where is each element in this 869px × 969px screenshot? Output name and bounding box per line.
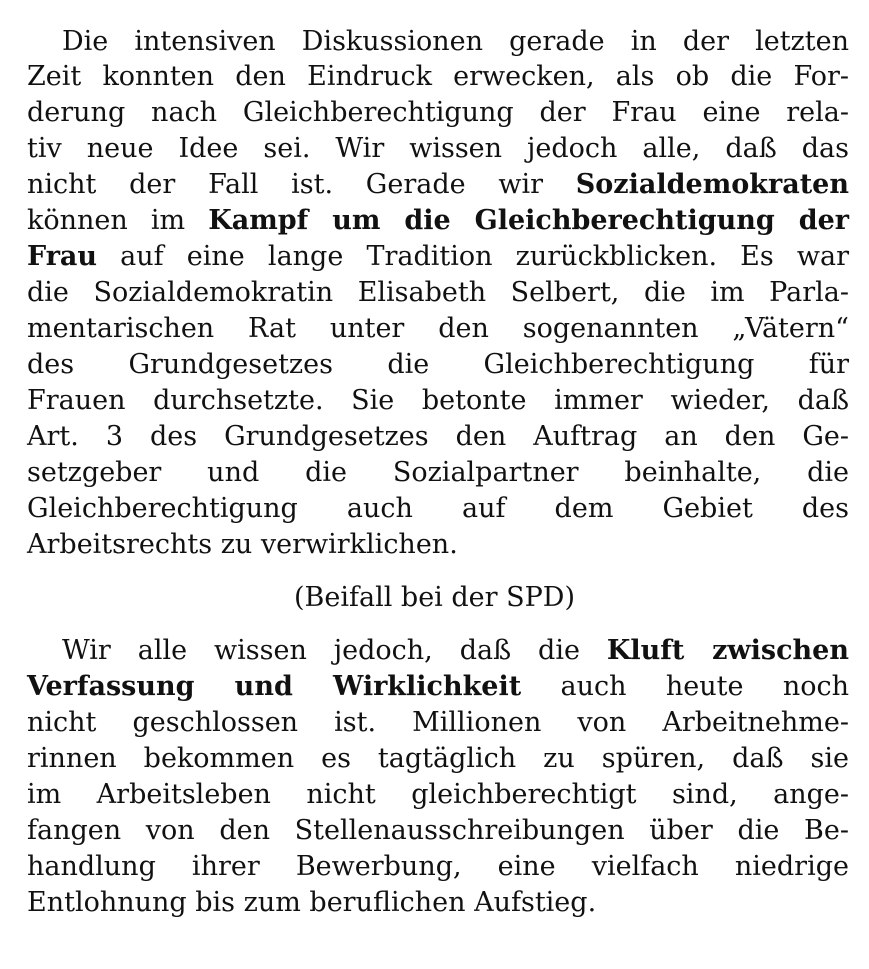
plain-text: nicht der Fall ist. Gerade wir <box>27 169 576 200</box>
paragraph-1-line-12: Art. 3 des Grundgesetzes den Auftrag an den Ge- <box>27 421 849 452</box>
paragraph-2-line-2 <box>27 669 849 705</box>
paragraph-2-line-7: handlung ihrer Bewerbung, eine vielfach niedrige <box>27 851 849 882</box>
emphasis-text: Kampf um die Gleichberechtigung der <box>208 205 849 236</box>
paragraph-1-line-8: die Sozialdemokratin Elisabeth Selbert, die im Parla- <box>27 277 849 308</box>
emphasis-text: Verfassung und Wirklichkeit <box>27 671 522 702</box>
paragraph-1-line-10: des Grundgesetzes die Gleichberechtigung für <box>27 349 849 380</box>
paragraph-1-line-6 <box>27 203 849 239</box>
paragraph-1-line-11: Frauen durchsetzte. Sie betonte immer wieder, daß <box>27 385 849 416</box>
paragraph-1-line-3: derung nach Gleichberechtigung der Frau eine rela- <box>27 97 849 128</box>
paragraph-2-line-4: rinnen bekommen es tagtäglich zu spüren, daß sie <box>27 743 849 774</box>
paragraph-2-line-6: fangen von den Stellenausschreibungen über die Be- <box>27 815 849 846</box>
paragraph-1-line-14: Gleichberechtigung auch auf dem Gebiet des <box>27 493 849 524</box>
paragraph-1-line-5 <box>27 167 849 203</box>
interjection: (Beifall bei der SPD) <box>293 582 575 613</box>
plain-text: können im <box>27 205 209 236</box>
paragraph-1-line-2: Zeit konnten den Eindruck erwecken, als ob die For- <box>27 61 849 92</box>
plain-text: Wir alle wissen jedoch, daß die <box>62 635 607 666</box>
paragraph-1-line-7 <box>27 239 849 275</box>
paragraph-2-line-1 <box>62 633 849 669</box>
emphasis-text: Sozialdemokraten <box>575 169 849 200</box>
paragraph-1-line-1: Die intensiven Diskussionen gerade in der letzten <box>62 26 849 57</box>
paragraph-2-line-8: Entlohnung bis zum beruflichen Aufstieg. <box>27 887 597 918</box>
paragraph-1-line-15: Arbeitsrechts zu verwirklichen. <box>27 529 458 560</box>
paragraph-2-line-5: im Arbeitsleben nicht gleichberechtigt sind, ange- <box>27 779 849 810</box>
paragraph-1-line-13: setzgeber und die Sozialpartner beinhalte, die <box>27 457 849 488</box>
emphasis-text: Kluft zwischen <box>606 635 849 666</box>
paragraph-2-line-3: nicht geschlossen ist. Millionen von Arbeitnehme- <box>27 707 849 738</box>
emphasis-text: Frau <box>27 241 98 272</box>
paragraph-1-line-9: mentarischen Rat unter den sogenannten „Vätern“ <box>27 313 849 344</box>
plain-text: auf eine lange Tradition zurückblicken. Es war <box>97 241 849 272</box>
paragraph-1-line-4: tiv neue Idee sei. Wir wissen jedoch alle, daß das <box>27 133 849 164</box>
plain-text: auch heute noch <box>521 671 849 702</box>
